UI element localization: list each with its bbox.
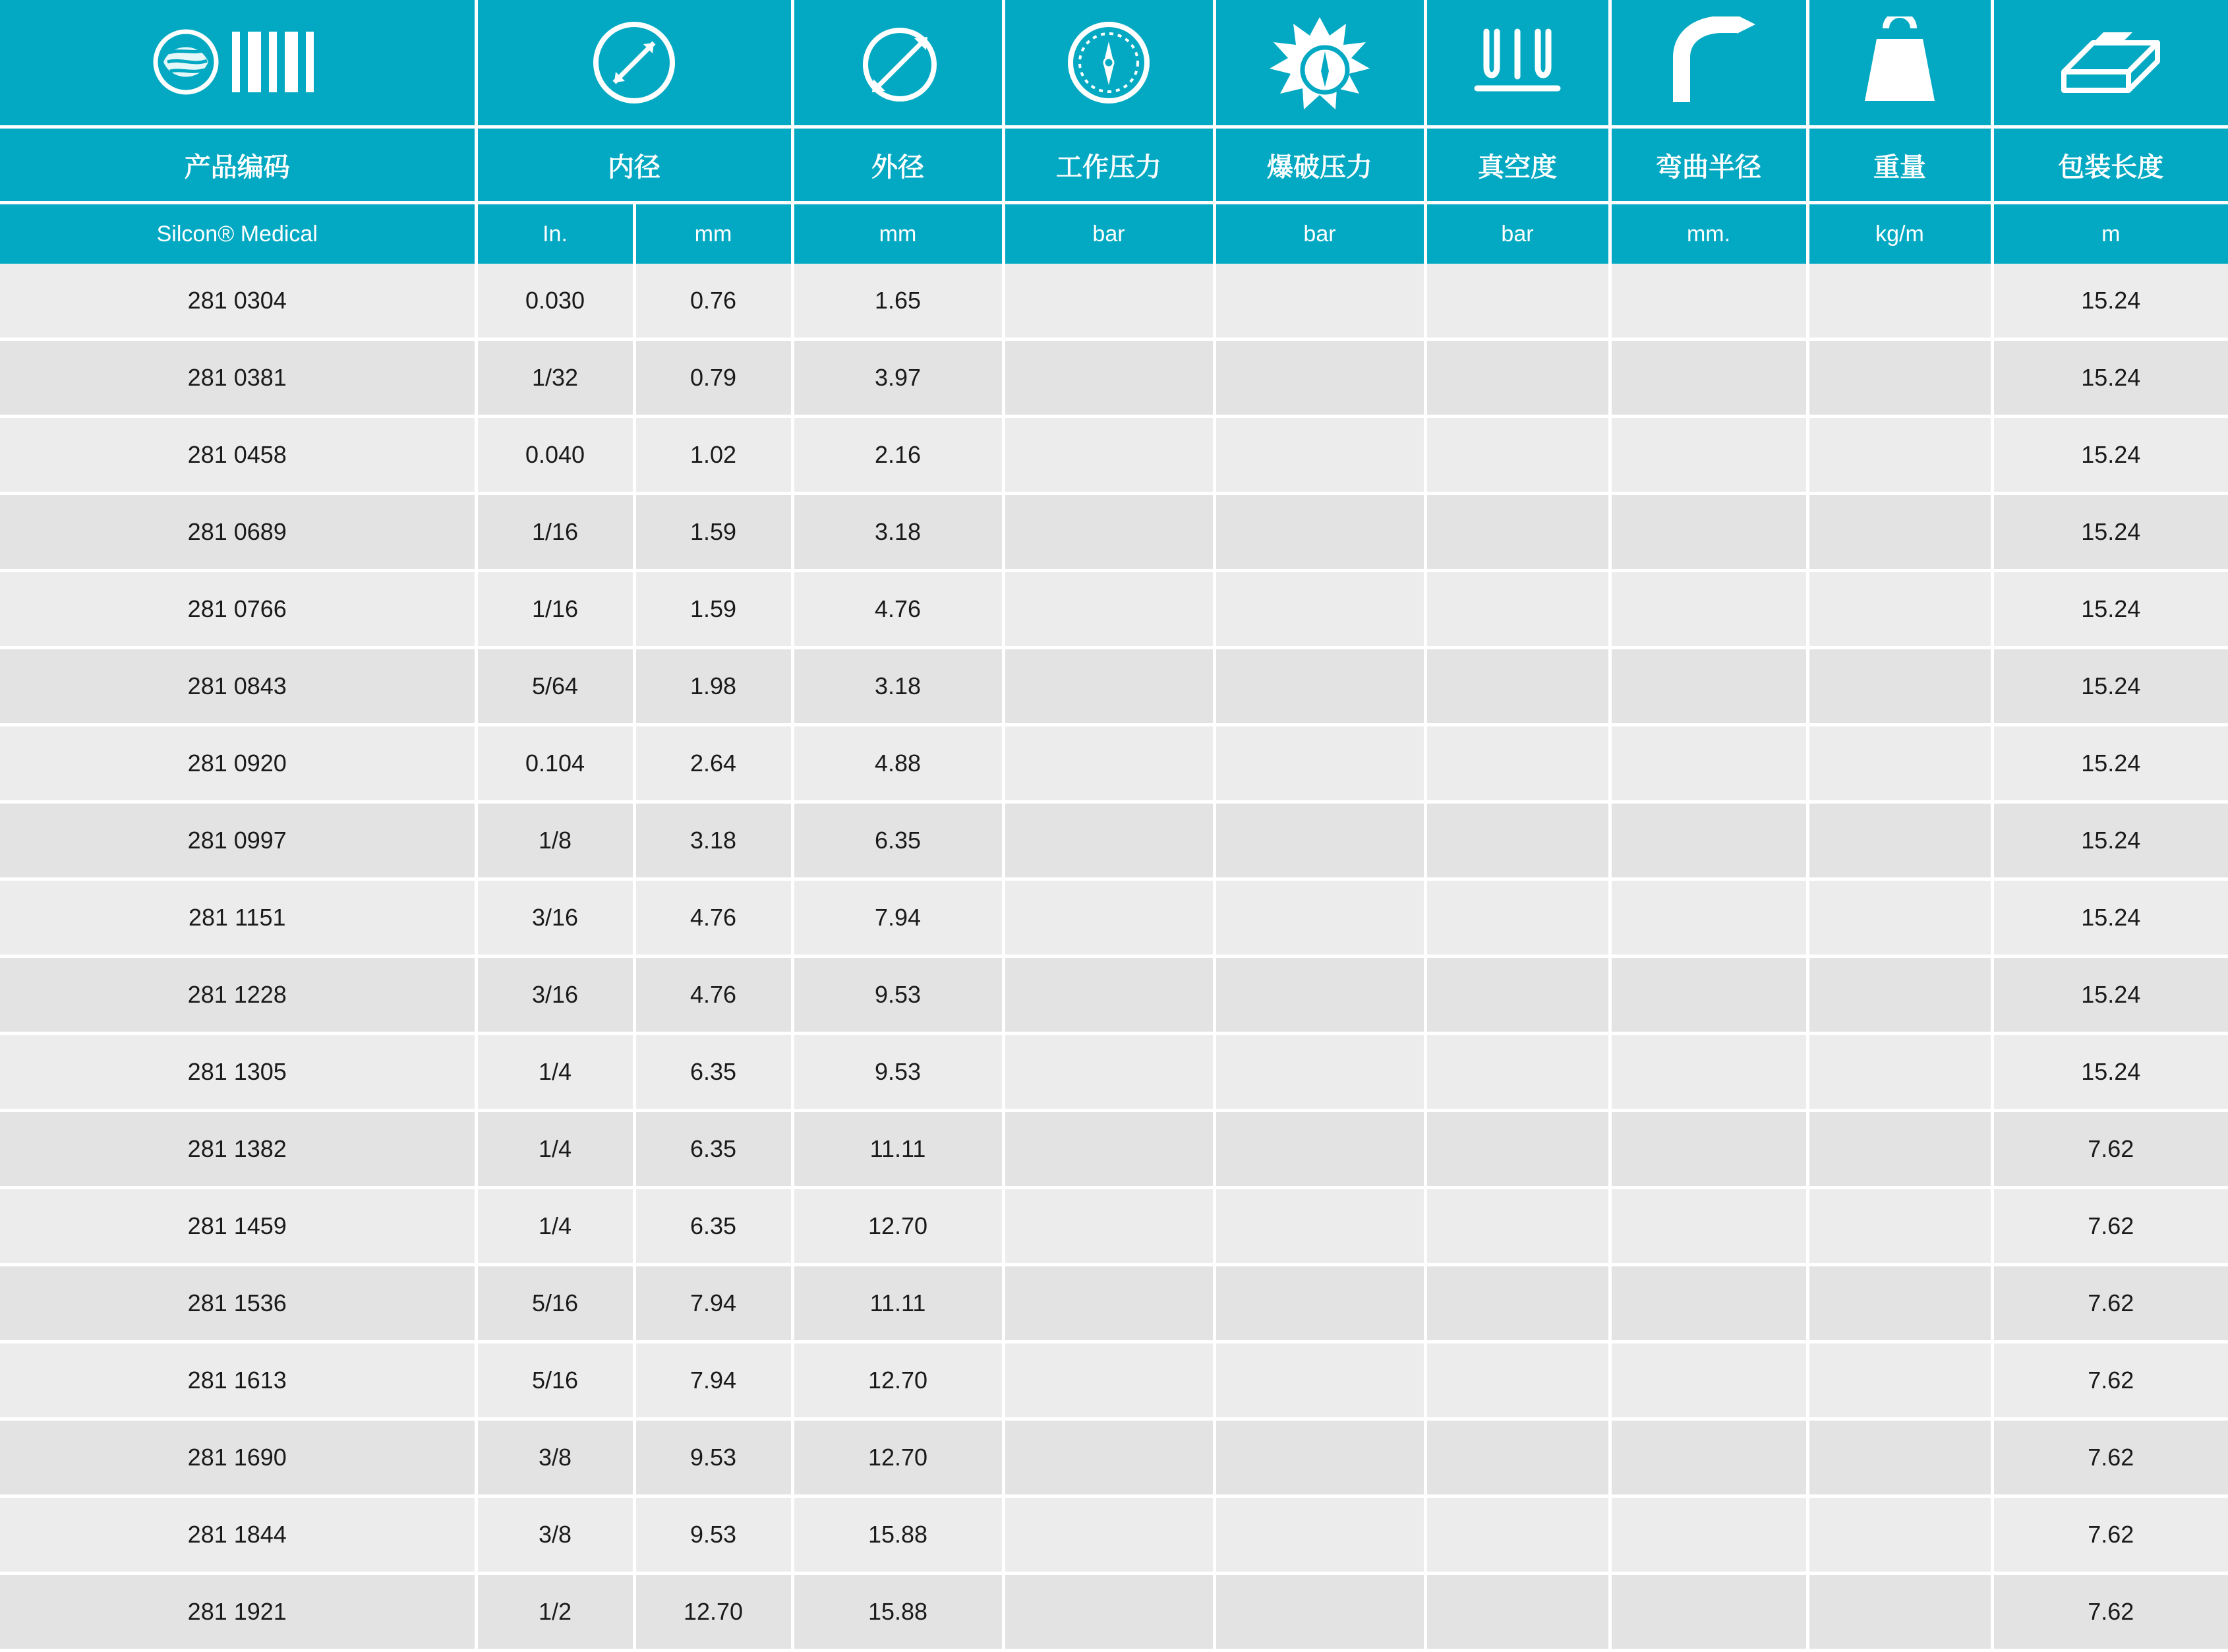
column-header-vacuum: 真空度 (1425, 127, 1610, 203)
column-header-working-pressure: 工作压力 (1003, 127, 1214, 203)
table-row (0, 417, 2228, 494)
cell-vacuum (1425, 1034, 1610, 1111)
column-header-outer-diameter: 外径 (792, 127, 1003, 203)
table-row (0, 725, 2228, 802)
cell-burst-pressure (1214, 264, 1425, 339)
cell-id-mm: 7.94 (634, 1265, 792, 1342)
cell-package-length: 15.24 (1992, 1034, 2228, 1111)
cell-vacuum (1425, 648, 1610, 725)
cell-od-mm: 12.70 (792, 1342, 1003, 1419)
cell-burst-pressure (1214, 1188, 1425, 1265)
table-row (0, 494, 2228, 571)
cell-product-code: 281 0304 (0, 264, 476, 339)
cell-burst-pressure (1214, 1419, 1425, 1496)
cell-id-mm: 1.98 (634, 648, 792, 725)
cell-vacuum (1425, 1342, 1610, 1419)
cell-weight (1807, 957, 1992, 1034)
cell-od-mm: 3.97 (792, 339, 1003, 417)
cell-burst-pressure (1214, 648, 1425, 725)
cell-vacuum (1425, 725, 1610, 802)
cell-weight (1807, 1265, 1992, 1342)
cell-product-code: 281 0381 (0, 339, 476, 417)
cell-burst-pressure (1214, 1265, 1425, 1342)
cell-burst-pressure (1214, 1111, 1425, 1188)
cell-id-mm: 2.64 (634, 725, 792, 802)
table-row (0, 1111, 2228, 1188)
cell-bend-radius (1610, 264, 1807, 339)
cell-id-inches: 5/64 (476, 648, 634, 725)
weight-icon (1809, 0, 1991, 125)
cell-vacuum (1425, 1496, 1610, 1574)
cell-od-mm: 12.70 (792, 1188, 1003, 1265)
cell-id-inches: 3/8 (476, 1419, 634, 1496)
unit-package-length-m: m (1992, 203, 2228, 264)
cell-id-mm: 9.53 (634, 1419, 792, 1496)
cell-weight (1807, 417, 1992, 494)
cell-id-mm: 6.35 (634, 1188, 792, 1265)
icon-header-row (0, 0, 2228, 127)
cell-package-length: 15.24 (1992, 957, 2228, 1034)
cell-product-code: 281 0843 (0, 648, 476, 725)
cell-id-inches: 0.030 (476, 264, 634, 339)
cell-weight (1807, 1111, 1992, 1188)
cell-bend-radius (1610, 1188, 1807, 1265)
cell-od-mm: 9.53 (792, 1034, 1003, 1111)
cell-package-length: 15.24 (1992, 802, 2228, 879)
cell-weight (1807, 725, 1992, 802)
cell-working-pressure (1003, 1574, 1214, 1651)
cell-id-inches: 1/16 (476, 571, 634, 648)
cell-burst-pressure (1214, 725, 1425, 802)
cell-working-pressure (1003, 802, 1214, 879)
cell-package-length: 7.62 (1992, 1574, 2228, 1651)
table-row (0, 264, 2228, 339)
header-cell-burst-pressure-icon (1214, 0, 1425, 127)
cell-bend-radius (1610, 571, 1807, 648)
cell-product-code: 281 1690 (0, 1419, 476, 1496)
cell-od-mm: 3.18 (792, 648, 1003, 725)
cell-id-inches: 0.040 (476, 417, 634, 494)
cell-weight (1807, 339, 1992, 417)
cell-working-pressure (1003, 1496, 1214, 1574)
header-cell-outer-diameter-icon (792, 0, 1003, 127)
cell-burst-pressure (1214, 802, 1425, 879)
cell-id-inches: 1/32 (476, 339, 634, 417)
table-row (0, 1419, 2228, 1496)
cell-package-length: 7.62 (1992, 1496, 2228, 1574)
table-row (0, 1342, 2228, 1419)
cell-bend-radius (1610, 494, 1807, 571)
header-cell-weight-icon (1807, 0, 1992, 127)
cell-vacuum (1425, 1574, 1610, 1651)
bend-radius-icon (1612, 0, 1806, 125)
cell-bend-radius (1610, 339, 1807, 417)
cell-package-length: 15.24 (1992, 494, 2228, 571)
cell-product-code: 281 0458 (0, 417, 476, 494)
cell-working-pressure (1003, 494, 1214, 571)
title-header-row (0, 127, 2228, 203)
column-header-weight: 重量 (1807, 127, 1992, 203)
unit-product-line: Silcon® Medical (0, 203, 476, 264)
cell-working-pressure (1003, 1419, 1214, 1496)
cell-working-pressure (1003, 648, 1214, 725)
header-cell-bend-radius-icon (1610, 0, 1807, 127)
cell-working-pressure (1003, 1342, 1214, 1419)
cell-working-pressure (1003, 1034, 1214, 1111)
cell-id-mm: 4.76 (634, 957, 792, 1034)
cell-package-length: 7.62 (1992, 1342, 2228, 1419)
cell-id-mm: 6.35 (634, 1111, 792, 1188)
cell-vacuum (1425, 264, 1610, 339)
table-row (0, 1496, 2228, 1574)
table-row (0, 571, 2228, 648)
vacuum-icon (1427, 0, 1608, 125)
cell-burst-pressure (1214, 1034, 1425, 1111)
cell-weight (1807, 802, 1992, 879)
cell-bend-radius (1610, 1496, 1807, 1574)
cell-bend-radius (1610, 879, 1807, 957)
package-length-box-icon (1994, 0, 2228, 125)
cell-working-pressure (1003, 264, 1214, 339)
cell-vacuum (1425, 802, 1610, 879)
cell-bend-radius (1610, 1419, 1807, 1496)
cell-package-length: 15.24 (1992, 264, 2228, 339)
cell-od-mm: 4.76 (792, 571, 1003, 648)
cell-od-mm: 1.65 (792, 264, 1003, 339)
cell-vacuum (1425, 571, 1610, 648)
burst-pressure-icon (1216, 0, 1424, 125)
table-row (0, 1188, 2228, 1265)
table-body (0, 264, 2228, 1651)
cell-product-code: 281 0766 (0, 571, 476, 648)
cell-id-mm: 4.76 (634, 879, 792, 957)
cell-package-length: 15.24 (1992, 417, 2228, 494)
cell-package-length: 15.24 (1992, 339, 2228, 417)
cell-od-mm: 12.70 (792, 1419, 1003, 1496)
cell-id-inches: 1/16 (476, 494, 634, 571)
cell-working-pressure (1003, 957, 1214, 1034)
cell-bend-radius (1610, 417, 1807, 494)
unit-weight-kgm: kg/m (1807, 203, 1992, 264)
cell-id-mm: 1.59 (634, 571, 792, 648)
cell-product-code: 281 1305 (0, 1034, 476, 1111)
cell-working-pressure (1003, 879, 1214, 957)
cell-od-mm: 11.11 (792, 1111, 1003, 1188)
cell-bend-radius (1610, 802, 1807, 879)
cell-vacuum (1425, 339, 1610, 417)
cell-id-mm: 7.94 (634, 1342, 792, 1419)
cell-working-pressure (1003, 571, 1214, 648)
cell-weight (1807, 1188, 1992, 1265)
column-header-package-length: 包装长度 (1992, 127, 2228, 203)
column-header-burst-pressure: 爆破压力 (1214, 127, 1425, 203)
cell-burst-pressure (1214, 957, 1425, 1034)
cell-working-pressure (1003, 1111, 1214, 1188)
cell-id-inches: 1/4 (476, 1111, 634, 1188)
cell-vacuum (1425, 1265, 1610, 1342)
cell-weight (1807, 571, 1992, 648)
cell-bend-radius (1610, 725, 1807, 802)
column-header-inner-diameter: 内径 (476, 127, 792, 203)
table-row (0, 1265, 2228, 1342)
cell-package-length: 7.62 (1992, 1265, 2228, 1342)
header-cell-vacuum-icon (1425, 0, 1610, 127)
cell-vacuum (1425, 1111, 1610, 1188)
unit-outer-diameter-mm: mm (792, 203, 1003, 264)
cell-burst-pressure (1214, 1574, 1425, 1651)
cell-bend-radius (1610, 1111, 1807, 1188)
cell-package-length: 15.24 (1992, 879, 2228, 957)
cell-weight (1807, 1574, 1992, 1651)
cell-working-pressure (1003, 417, 1214, 494)
cell-package-length: 15.24 (1992, 648, 2228, 725)
cell-vacuum (1425, 417, 1610, 494)
unit-bend-radius-mm: mm. (1610, 203, 1807, 264)
cell-package-length: 15.24 (1992, 725, 2228, 802)
cell-product-code: 281 1613 (0, 1342, 476, 1419)
table-row (0, 648, 2228, 725)
cell-package-length: 7.62 (1992, 1419, 2228, 1496)
cell-burst-pressure (1214, 339, 1425, 417)
table-row (0, 802, 2228, 879)
cell-weight (1807, 1496, 1992, 1574)
unit-working-pressure-bar: bar (1003, 203, 1214, 264)
cell-product-code: 281 1536 (0, 1265, 476, 1342)
cell-bend-radius (1610, 1342, 1807, 1419)
cell-working-pressure (1003, 339, 1214, 417)
column-header-bend-radius: 弯曲半径 (1610, 127, 1807, 203)
header-cell-product-code-icon (0, 0, 476, 127)
cell-burst-pressure (1214, 1342, 1425, 1419)
cell-product-code: 281 1844 (0, 1496, 476, 1574)
cell-product-code: 281 0920 (0, 725, 476, 802)
cell-burst-pressure (1214, 879, 1425, 957)
cell-burst-pressure (1214, 1496, 1425, 1574)
cell-weight (1807, 1419, 1992, 1496)
cell-burst-pressure (1214, 571, 1425, 648)
cell-product-code: 281 1151 (0, 879, 476, 957)
cell-id-inches: 3/16 (476, 957, 634, 1034)
cell-working-pressure (1003, 1265, 1214, 1342)
table-row (0, 879, 2228, 957)
outer-diameter-icon (794, 0, 1002, 125)
cell-od-mm: 4.88 (792, 725, 1003, 802)
cell-id-mm: 0.79 (634, 339, 792, 417)
cell-package-length: 15.24 (1992, 571, 2228, 648)
cell-id-mm: 9.53 (634, 1496, 792, 1574)
cell-od-mm: 15.88 (792, 1574, 1003, 1651)
header-cell-package-length-icon (1992, 0, 2228, 127)
cell-od-mm: 15.88 (792, 1496, 1003, 1574)
cell-product-code: 281 1459 (0, 1188, 476, 1265)
cell-working-pressure (1003, 1188, 1214, 1265)
cell-bend-radius (1610, 1574, 1807, 1651)
unit-inner-diameter-inches: In. (476, 203, 634, 264)
unit-header-row (0, 203, 2228, 264)
cell-od-mm: 6.35 (792, 802, 1003, 879)
cell-id-mm: 0.76 (634, 264, 792, 339)
inner-diameter-icon (478, 0, 791, 125)
cell-vacuum (1425, 879, 1610, 957)
cell-bend-radius (1610, 1265, 1807, 1342)
cell-id-inches: 1/4 (476, 1188, 634, 1265)
cell-product-code: 281 0997 (0, 802, 476, 879)
unit-inner-diameter-mm: mm (634, 203, 792, 264)
unit-burst-pressure-bar: bar (1214, 203, 1425, 264)
cell-od-mm: 9.53 (792, 957, 1003, 1034)
table-row (0, 1574, 2228, 1651)
table-row (0, 1034, 2228, 1111)
cell-id-inches: 5/16 (476, 1265, 634, 1342)
cell-id-mm: 6.35 (634, 1034, 792, 1111)
cell-burst-pressure (1214, 417, 1425, 494)
working-pressure-gauge-icon (1005, 0, 1213, 125)
cell-id-inches: 5/16 (476, 1342, 634, 1419)
cell-id-inches: 0.104 (476, 725, 634, 802)
cell-id-inches: 1/4 (476, 1034, 634, 1111)
cell-bend-radius (1610, 957, 1807, 1034)
cell-weight (1807, 264, 1992, 339)
table-row (0, 339, 2228, 417)
header-cell-working-pressure-icon (1003, 0, 1214, 127)
cell-package-length: 7.62 (1992, 1188, 2228, 1265)
cell-id-mm: 3.18 (634, 802, 792, 879)
cell-bend-radius (1610, 648, 1807, 725)
header-cell-inner-diameter-icon (476, 0, 792, 127)
cell-product-code: 281 0689 (0, 494, 476, 571)
product-code-barcode-icon (0, 0, 475, 125)
cell-od-mm: 7.94 (792, 879, 1003, 957)
cell-weight (1807, 879, 1992, 957)
cell-od-mm: 11.11 (792, 1265, 1003, 1342)
cell-od-mm: 2.16 (792, 417, 1003, 494)
cell-vacuum (1425, 957, 1610, 1034)
column-header-product-code: 产品编码 (0, 127, 476, 203)
cell-package-length: 7.62 (1992, 1111, 2228, 1188)
cell-weight (1807, 1342, 1992, 1419)
cell-weight (1807, 494, 1992, 571)
cell-id-inches: 3/8 (476, 1496, 634, 1574)
cell-id-mm: 12.70 (634, 1574, 792, 1651)
cell-weight (1807, 1034, 1992, 1111)
cell-bend-radius (1610, 1034, 1807, 1111)
cell-id-inches: 1/2 (476, 1574, 634, 1651)
cell-product-code: 281 1921 (0, 1574, 476, 1651)
cell-product-code: 281 1382 (0, 1111, 476, 1188)
unit-vacuum-bar: bar (1425, 203, 1610, 264)
cell-id-mm: 1.59 (634, 494, 792, 571)
cell-id-mm: 1.02 (634, 417, 792, 494)
cell-od-mm: 3.18 (792, 494, 1003, 571)
cell-working-pressure (1003, 725, 1214, 802)
cell-vacuum (1425, 1419, 1610, 1496)
table-row (0, 957, 2228, 1034)
cell-product-code: 281 1228 (0, 957, 476, 1034)
cell-id-inches: 3/16 (476, 879, 634, 957)
cell-vacuum (1425, 494, 1610, 571)
cell-weight (1807, 648, 1992, 725)
cell-id-inches: 1/8 (476, 802, 634, 879)
cell-burst-pressure (1214, 494, 1425, 571)
cell-vacuum (1425, 1188, 1610, 1265)
